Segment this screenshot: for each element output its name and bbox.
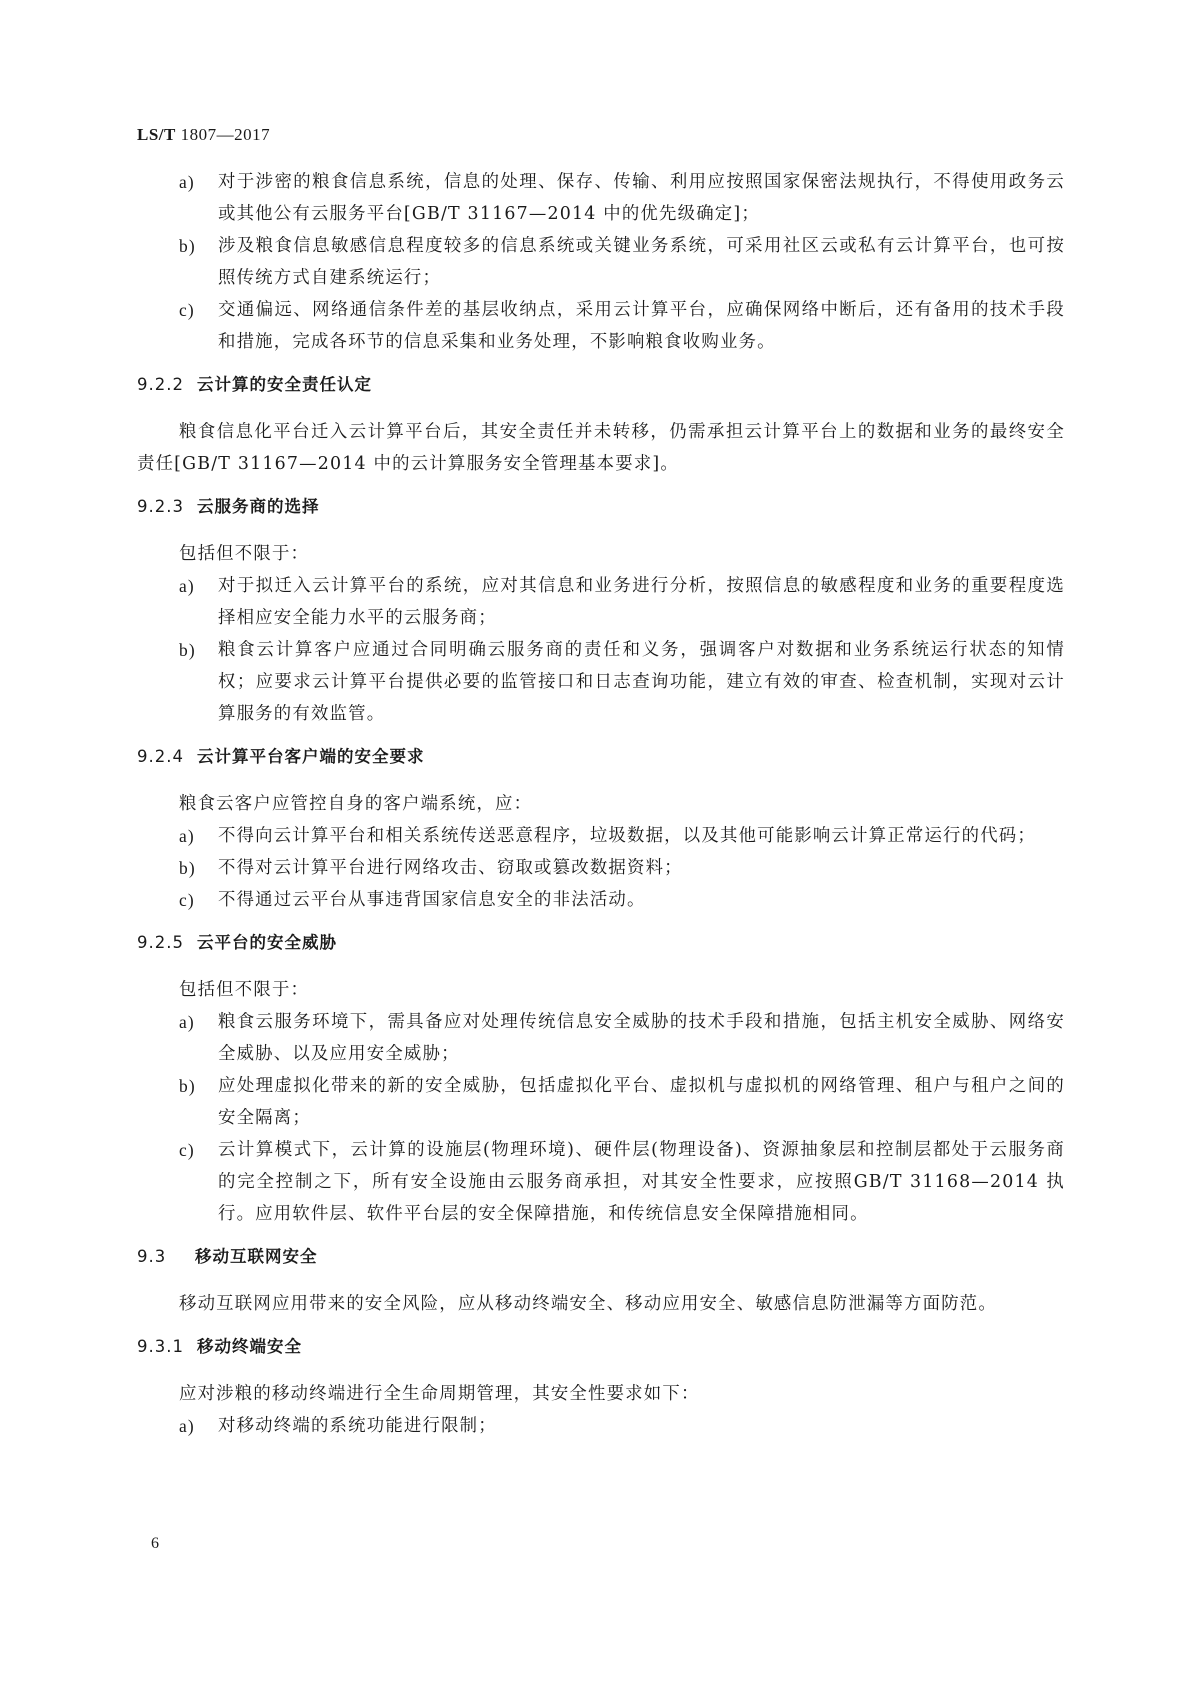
section-number: 9.2.4 <box>137 747 184 766</box>
section-title: 云计算的安全责任认定 <box>197 375 372 394</box>
list-item <box>179 166 1065 230</box>
item-text: 粮食云计算客户应通过合同明确云服务商的责任和义务，强调客户对数据和业务系统运行状态的知情权；应要求云计算平台提供必要的监管接口和日志查询功能，建立有效的审查、检查机制，实现对云计算服务的有效监管。 <box>218 640 1065 724</box>
item-label: a) <box>179 826 195 846</box>
standard-number: 1807—2017 <box>180 125 271 144</box>
list-item <box>179 570 1065 634</box>
paragraph: 应对涉粮的移动终端进行全生命周期管理，其安全性要求如下： <box>179 1384 700 1404</box>
section-number: 9.3 <box>137 1247 167 1266</box>
section-heading-9-2-2 <box>137 373 1065 397</box>
section-heading-9-2-3 <box>137 495 1065 519</box>
page-header <box>137 125 270 145</box>
item-text: 云计算模式下，云计算的设施层(物理环境)、硬件层(物理设备)、资源抽象层和控制层都处于云服务商的完全控制之下，所有安全设施由云服务商承担，对其安全性要求，应按照GB/T 31168—2014 执行。应用软件层、软件平台层的安全保障措施，和传统信息安全保障措施相同。 <box>218 1140 1065 1224</box>
paragraph: 移动互联网应用带来的安全风险，应从移动终端安全、移动应用安全、敏感信息防泄漏等方面防范。 <box>179 1294 997 1314</box>
item-label: b) <box>179 640 196 660</box>
list-item <box>179 852 1065 884</box>
item-text: 不得对云计算平台进行网络攻击、窃取或篡改数据资料； <box>218 858 683 878</box>
item-label: c) <box>179 300 195 320</box>
list-item <box>179 1134 1065 1230</box>
item-text: 粮食云服务环境下，需具备应对处理传统信息安全威胁的技术手段和措施，包括主机安全威胁、网络安全威胁、以及应用安全威胁； <box>218 1012 1065 1064</box>
list-item <box>179 634 1065 730</box>
item-text: 对于涉密的粮食信息系统，信息的处理、保存、传输、利用应按照国家保密法规执行，不得使用政务云或其他公有云服务平台[GB/T 31167—2014 中的优先级确定]； <box>218 172 1065 224</box>
item-label: c) <box>179 890 195 910</box>
paragraph: 包括但不限于： <box>179 980 310 1000</box>
section-title: 云计算平台客户端的安全要求 <box>197 747 425 766</box>
page-number: 6 <box>151 1535 159 1552</box>
list-item <box>179 820 1065 852</box>
item-label: a) <box>179 1012 195 1032</box>
list-item <box>179 294 1065 358</box>
list-item <box>179 1410 1065 1442</box>
section-title: 移动互联网安全 <box>195 1247 318 1266</box>
section-number: 9.3.1 <box>137 1337 184 1356</box>
item-text: 对移动终端的系统功能进行限制； <box>218 1416 497 1436</box>
section-number: 9.2.3 <box>137 497 184 516</box>
item-label: c) <box>179 1140 195 1160</box>
item-label: b) <box>179 236 196 256</box>
item-label: a) <box>179 172 195 192</box>
section-title: 移动终端安全 <box>197 1337 302 1356</box>
item-text: 对于拟迁入云计算平台的系统，应对其信息和业务进行分析，按照信息的敏感程度和业务的重要程度选择相应安全能力水平的云服务商； <box>218 576 1065 628</box>
item-text: 不得通过云平台从事违背国家信息安全的非法活动。 <box>218 890 646 910</box>
section-heading-9-3 <box>137 1245 1065 1269</box>
document-body <box>137 166 1065 1442</box>
paragraph: 粮食云客户应管控自身的客户端系统，应： <box>179 794 533 814</box>
section-heading-9-2-5 <box>137 931 1065 955</box>
item-text: 涉及粮食信息敏感信息程度较多的信息系统或关键业务系统，可采用社区云或私有云计算平台，也可按照传统方式自建系统运行； <box>218 236 1065 288</box>
list-item <box>179 884 1065 916</box>
list-item <box>179 230 1065 294</box>
item-label: b) <box>179 1076 196 1096</box>
item-label: b) <box>179 858 196 878</box>
item-text: 交通偏远、网络通信条件差的基层收纳点，采用云计算平台，应确保网络中断后，还有备用的技术手段和措施，完成各环节的信息采集和业务处理，不影响粮食收购业务。 <box>218 300 1065 352</box>
item-text: 不得向云计算平台和相关系统传送恶意程序，垃圾数据，以及其他可能影响云计算正常运行的代码； <box>218 826 1036 846</box>
section-number: 9.2.2 <box>137 375 184 394</box>
paragraph: 粮食信息化平台迁入云计算平台后，其安全责任并未转移，仍需承担云计算平台上的数据和业务的最终安全责任[GB/T 31167—2014 中的云计算服务安全管理基本要求]。 <box>137 422 1065 474</box>
section-number: 9.2.5 <box>137 933 184 952</box>
list-item <box>179 1070 1065 1134</box>
item-text: 应处理虚拟化带来的新的安全威胁，包括虚拟化平台、虚拟机与虚拟机的网络管理、租户与租户之间的安全隔离； <box>218 1076 1065 1128</box>
section-heading-9-2-4 <box>137 745 1065 769</box>
standard-code: LS/T <box>137 125 176 144</box>
section-heading-9-3-1 <box>137 1335 1065 1359</box>
item-label: a) <box>179 1416 195 1436</box>
section-title: 云服务商的选择 <box>197 497 320 516</box>
list-item <box>179 1006 1065 1070</box>
item-label: a) <box>179 576 195 596</box>
paragraph: 包括但不限于： <box>179 544 310 564</box>
section-title: 云平台的安全威胁 <box>197 933 337 952</box>
